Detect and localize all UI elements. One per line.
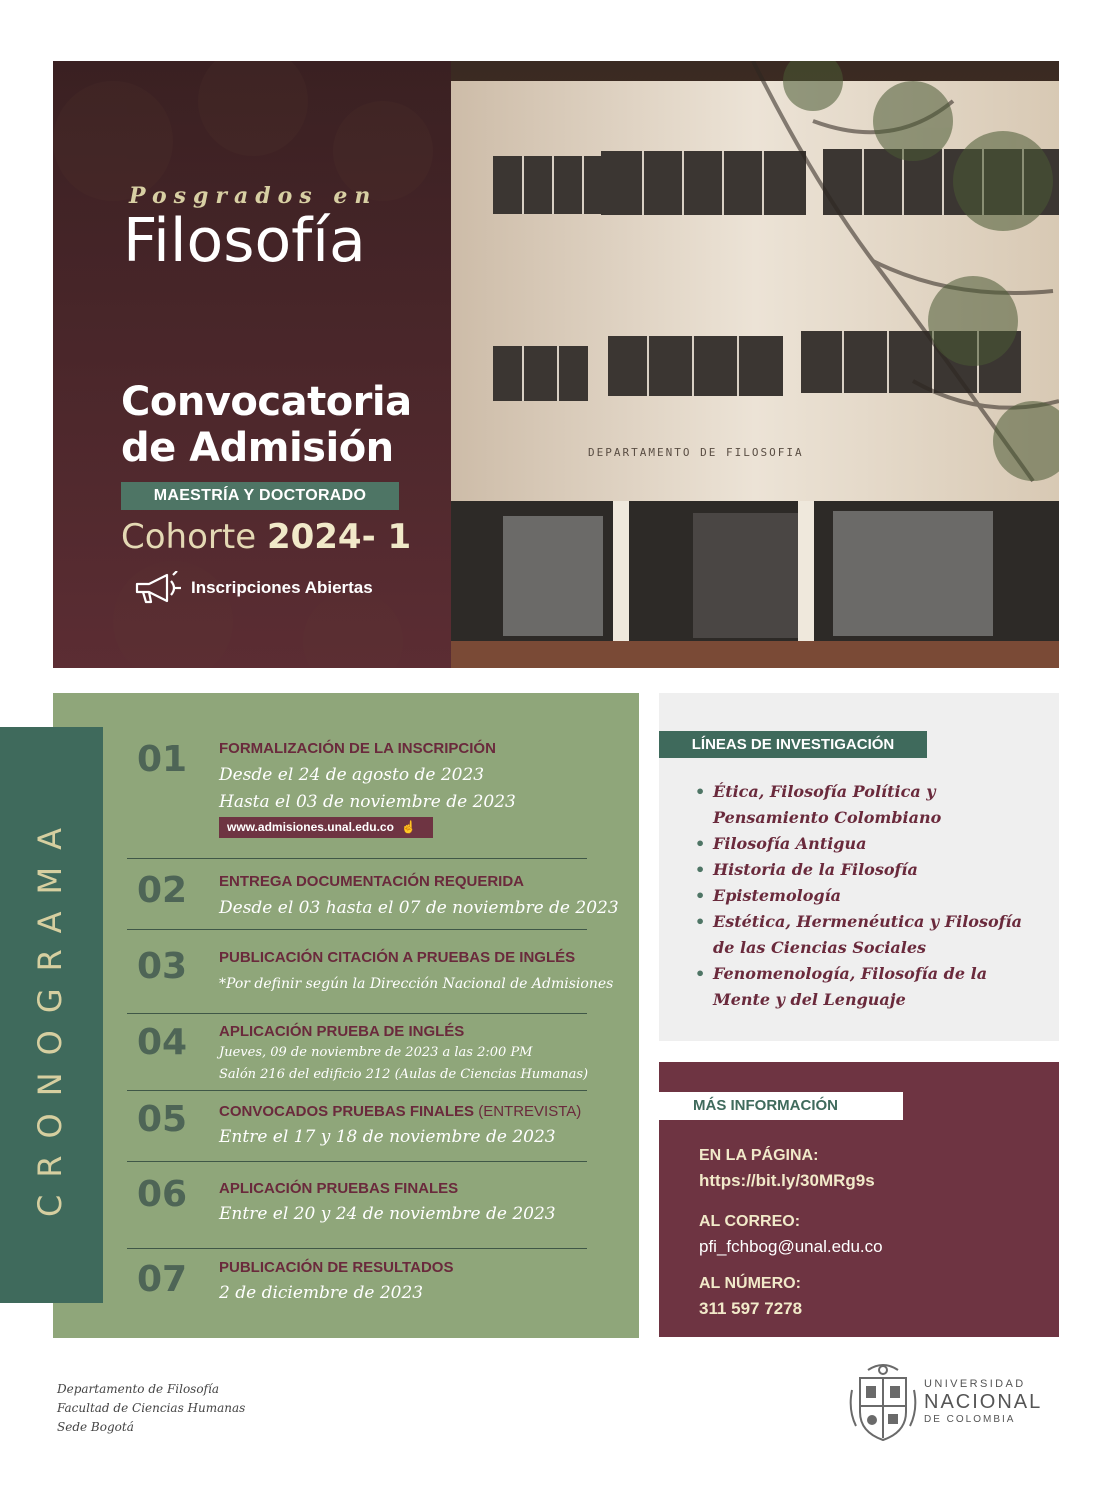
bullet-icon: • (695, 782, 706, 801)
step-line: 2 de diciembre de 2023 (219, 1283, 424, 1303)
contact-heading: MÁS INFORMACIÓN (659, 1092, 903, 1120)
research-item: Ética, Filosofía Política y Pensamiento Colombiano (713, 782, 942, 827)
step-line: Hasta el 03 de noviembre de 2023 (219, 792, 516, 812)
page-title (121, 379, 441, 471)
step-line: Salón 216 del edificio 212 (Aulas de Ciencias Humanas) (219, 1067, 589, 1082)
step-number: 02 (137, 870, 188, 911)
university-logo (848, 1360, 1058, 1446)
list-item (695, 857, 1045, 883)
footer-line: Facultad de Ciencias Humanas (57, 1401, 246, 1415)
logo-line-3: DE COLOMBIA (924, 1414, 1016, 1425)
step-title: APLICACIÓN PRUEBAS FINALES (219, 1180, 459, 1197)
cohort-word: Cohorte (121, 517, 257, 557)
bullet-icon: • (695, 834, 706, 853)
step-title (219, 1103, 599, 1120)
step-title: ENTREGA DOCUMENTACIÓN REQUERIDA (219, 873, 525, 890)
admissions-link[interactable] (219, 817, 433, 838)
admissions-link-text: www.admisiones.unal.edu.co (227, 820, 394, 834)
bullet-icon: • (695, 886, 706, 905)
research-item: Filosofía Antigua (713, 834, 867, 853)
phone-number: 311 597 7278 (699, 1299, 803, 1318)
signup-text: Inscripciones Abiertas (191, 578, 373, 597)
building-sign: DEPARTAMENTO DE FILOSOFIA (588, 446, 804, 459)
research-heading: LÍNEAS DE INVESTIGACIÓN (659, 731, 927, 758)
page-label: EN LA PÁGINA: (699, 1147, 819, 1164)
step-line: Desde el 03 hasta el 07 de noviembre de 2023 (219, 898, 619, 918)
title-line-1: Convocatoria (121, 379, 412, 425)
step-number: 06 (137, 1174, 188, 1215)
divider (127, 1090, 587, 1091)
step-number: 04 (137, 1022, 188, 1063)
step-title: PUBLICACIÓN DE RESULTADOS (219, 1259, 454, 1276)
step-line: Desde el 24 de agosto de 2023 (219, 765, 485, 785)
divider (127, 858, 587, 859)
megaphone-icon (131, 571, 183, 605)
divider (127, 1248, 587, 1249)
list-item (695, 779, 1045, 831)
list-item (695, 961, 1045, 1013)
brand-subtitle: Posgrados en (129, 183, 378, 209)
step-number: 07 (137, 1259, 188, 1300)
title-line-2: de Admisión (121, 425, 394, 471)
schedule-panel (53, 693, 639, 1338)
program-badge: MAESTRÍA Y DOCTORADO (121, 482, 399, 510)
research-panel (659, 693, 1059, 1041)
pointer-hand-icon: ☝ (401, 820, 417, 834)
research-item: Historia de la Filosofía (713, 860, 918, 879)
hero-banner (53, 61, 1059, 668)
step-number: 03 (137, 946, 188, 987)
step-line: Entre el 20 y 24 de noviembre de 2023 (219, 1204, 556, 1224)
contact-panel (659, 1062, 1059, 1337)
footer-department (57, 1380, 317, 1437)
list-item (695, 883, 1045, 909)
logo-line-1: UNIVERSIDAD (924, 1378, 1026, 1390)
step-title-main: CONVOCADOS PRUEBAS FINALES (219, 1103, 475, 1120)
step-title-note: (ENTREVISTA) (478, 1103, 582, 1120)
signup-banner (131, 570, 431, 606)
divider (127, 1013, 587, 1014)
brand-title: Filosofía (123, 206, 366, 276)
step-number: 01 (137, 739, 188, 780)
footer-line: Sede Bogotá (57, 1420, 134, 1434)
email-link[interactable]: pfi_fchbog@unal.edu.co (699, 1237, 883, 1256)
step-line: Jueves, 09 de noviembre de 2023 a las 2:00 PM (219, 1045, 533, 1060)
research-item: Fenomenología, Filosofía de la Mente y del Lenguaje (713, 964, 988, 1009)
cohort-label (121, 517, 441, 557)
phone-label: AL NÚMERO: (699, 1275, 801, 1292)
schedule-tab (0, 727, 103, 1303)
logo-line-2: NACIONAL (924, 1391, 1043, 1413)
step-title: APLICACIÓN PRUEBA DE INGLÉS (219, 1023, 465, 1040)
bullet-icon: • (695, 912, 706, 931)
footer-line: Departamento de Filosofía (57, 1382, 219, 1396)
list-item (695, 909, 1045, 961)
cohort-year: 2024- 1 (266, 517, 412, 557)
step-title: PUBLICACIÓN CITACIÓN A PRUEBAS DE INGLÉS (219, 949, 576, 966)
list-item (695, 831, 1045, 857)
bullet-icon: • (695, 964, 706, 983)
divider (127, 929, 587, 930)
divider (127, 1161, 587, 1162)
step-number: 05 (137, 1099, 188, 1140)
research-item: Epistemología (713, 886, 842, 905)
schedule-label: CRONOGRAMA (31, 811, 69, 1218)
university-seal-icon (848, 1360, 918, 1446)
bullet-icon: • (695, 860, 706, 879)
research-list (695, 779, 1045, 1013)
logo-wordmark (924, 1378, 1064, 1425)
step-line: Entre el 17 y 18 de noviembre de 2023 (219, 1127, 556, 1147)
step-line: *Por definir según la Dirección Nacional de Admisiones (219, 976, 614, 992)
email-label: AL CORREO: (699, 1213, 801, 1230)
page-link[interactable]: https://bit.ly/30MRg9s (699, 1171, 875, 1190)
step-title: FORMALIZACIÓN DE LA INSCRIPCIÓN (219, 740, 496, 757)
research-item: Estética, Hermenéutica y Filosofía de las Ciencias Sociales (713, 912, 1022, 957)
